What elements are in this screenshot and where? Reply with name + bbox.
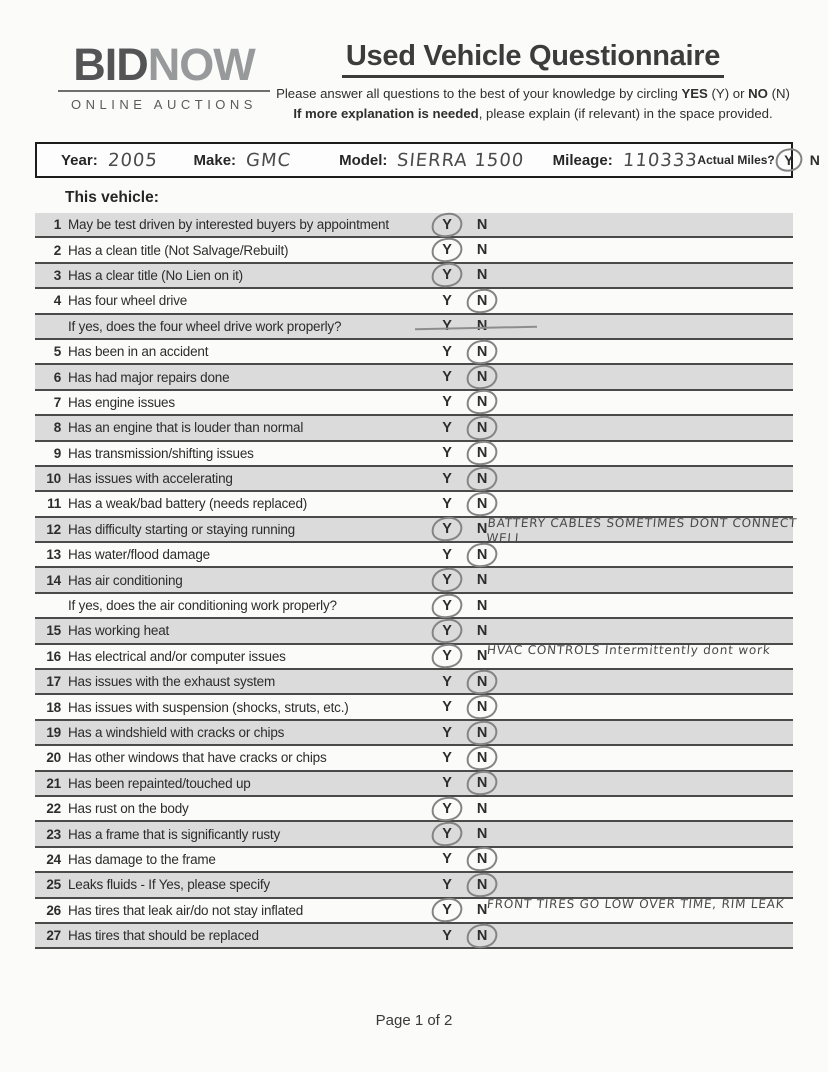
yes-option: Y — [442, 927, 452, 944]
model-value-handwritten: SIERRA 1500 — [396, 149, 526, 171]
question-number: 8 — [53, 420, 61, 436]
question-row — [35, 822, 793, 847]
yes-option: Y — [442, 470, 452, 487]
bidnow-logo — [58, 39, 270, 112]
actual-miles-field — [697, 152, 826, 168]
yes-option: Y — [442, 546, 452, 563]
no-option-circled: N — [464, 674, 500, 690]
question-text: Has issues with the exhaust system — [68, 674, 276, 690]
logo-tagline: ONLINE AUCTIONS — [71, 97, 257, 112]
yes-option-circled: Y — [429, 217, 465, 233]
question-row — [35, 467, 793, 492]
yn-options — [429, 442, 509, 465]
question-number: 4 — [53, 293, 61, 309]
yn-options — [429, 772, 509, 795]
year-value-handwritten: 2005 — [106, 149, 159, 171]
no-option-circled: N — [464, 369, 500, 385]
yes-option: Y — [442, 369, 452, 386]
question-number: 20 — [46, 750, 61, 766]
instr-text: (Y) or — [707, 86, 749, 101]
make-value-handwritten: GMC — [245, 149, 293, 171]
question-row — [35, 515, 798, 545]
question-text: Has an engine that is louder than normal — [68, 420, 304, 436]
yn-options — [429, 365, 509, 388]
question-text: Has tires that leak air/do not stay inflated — [68, 902, 304, 918]
yn-options — [429, 619, 509, 642]
question-number: 16 — [46, 648, 61, 664]
question-row — [35, 416, 793, 441]
question-text: Has difficulty starting or staying running — [68, 521, 295, 537]
yn-options — [429, 391, 509, 414]
no-option-circled: N — [464, 496, 500, 512]
question-number: 24 — [46, 851, 61, 867]
question-number: 12 — [46, 521, 61, 537]
yn-options — [429, 264, 509, 287]
question-number: 18 — [46, 699, 61, 715]
no-option-circled: N — [464, 750, 500, 766]
yes-option-circled: Y — [429, 648, 465, 664]
question-text: Has water/flood damage — [68, 547, 210, 563]
yes-option: Y — [442, 419, 452, 436]
question-row — [35, 340, 793, 365]
yes-option: Y — [442, 495, 452, 512]
yes-option: Y — [442, 724, 452, 741]
question-text: Has transmission/shifting issues — [68, 445, 254, 461]
make-field — [194, 150, 292, 171]
question-row — [35, 873, 793, 898]
yes-option-circled: Y — [429, 902, 465, 918]
question-number: 6 — [53, 369, 61, 385]
yn-options — [429, 492, 509, 515]
no-option: N — [476, 826, 488, 843]
question-number: 17 — [46, 674, 61, 690]
question-number: 15 — [46, 623, 61, 639]
question-number: 7 — [53, 394, 61, 410]
no-option-circled: N — [464, 394, 500, 410]
mileage-label: Mileage: — [552, 151, 613, 169]
question-number: 2 — [53, 242, 61, 258]
question-text: Has been in an accident — [68, 344, 209, 360]
no-option-circled: N — [464, 420, 500, 436]
yes-option: Y — [442, 876, 452, 893]
sub-question-row — [35, 594, 793, 619]
yn-options — [429, 416, 509, 439]
page-title: Used Vehicle Questionnaire — [342, 40, 724, 78]
question-row — [35, 797, 793, 822]
instructions-line-1 — [268, 84, 798, 104]
question-row — [35, 721, 793, 746]
no-option: N — [476, 521, 488, 538]
no-option: N — [476, 318, 488, 335]
yn-options — [429, 340, 509, 363]
question-text: Has four wheel drive — [68, 293, 188, 309]
yes-option: Y — [442, 699, 452, 716]
model-field — [339, 150, 525, 171]
question-text: Has a frame that is significantly rusty — [68, 826, 281, 842]
question-text: Has air conditioning — [68, 572, 183, 588]
header — [268, 40, 798, 124]
question-number: 19 — [46, 725, 61, 740]
instr-no: NO — [748, 86, 768, 101]
yn-options — [429, 746, 509, 769]
yn-options — [429, 695, 509, 718]
no-option: N — [476, 216, 488, 233]
yes-option-circled: Y — [429, 521, 465, 537]
question-number: 26 — [46, 902, 61, 918]
yn-options — [429, 822, 509, 845]
question-number: 1 — [53, 217, 61, 233]
vehicle-info-box — [35, 142, 820, 178]
question-row — [35, 213, 793, 238]
actual-miles-yes-option: Y — [777, 152, 801, 168]
question-number: 11 — [47, 496, 61, 512]
yn-options — [429, 848, 509, 871]
yes-option-circled: Y — [429, 242, 465, 258]
yes-option: Y — [442, 775, 452, 792]
question-row — [35, 924, 793, 949]
yes-option-circled: Y — [429, 572, 465, 588]
no-option-circled: N — [464, 344, 500, 360]
handwritten-note: FRONT TIRES GO LOW OVER TIME, RIM LEAK — [486, 896, 786, 911]
yn-options — [429, 924, 509, 947]
no-option-circled: N — [464, 699, 500, 715]
question-text: Has been repainted/touched up — [68, 775, 251, 791]
no-option: N — [476, 622, 488, 639]
question-text: Has rust on the body — [68, 801, 189, 817]
logo-wordmark — [58, 39, 270, 90]
handwritten-note: BATTERY CABLES SOMETIMES DONT CONNECT WELL — [485, 515, 798, 545]
actual-miles-label: Actual Miles? — [697, 153, 775, 167]
question-text: Has issues with accelerating — [68, 471, 233, 487]
sub-question-row — [35, 315, 793, 340]
question-text: Has working heat — [68, 623, 170, 639]
question-text: Has had major repairs done — [68, 369, 230, 385]
no-option-circled: N — [464, 877, 500, 893]
yn-options-struck-out — [429, 315, 509, 338]
question-number: 22 — [46, 801, 61, 817]
yes-option-circled: Y — [429, 801, 465, 817]
question-row — [35, 746, 793, 771]
no-option-circled: N — [464, 851, 500, 867]
no-option-circled: N — [464, 725, 500, 741]
question-text: Has damage to the frame — [68, 851, 216, 867]
no-option: N — [476, 572, 488, 589]
question-row — [35, 670, 793, 695]
question-row — [35, 289, 793, 314]
no-option: N — [476, 267, 488, 284]
no-option: N — [476, 648, 488, 665]
instr-text: Please answer all questions to the best of your knowledge by circling — [276, 86, 682, 101]
yn-options — [429, 238, 509, 261]
yes-option: Y — [442, 445, 452, 462]
question-number: 27 — [46, 928, 61, 944]
yes-option: Y — [442, 292, 452, 309]
yn-options — [429, 594, 509, 617]
yn-options — [429, 568, 509, 591]
question-number: 13 — [46, 547, 61, 563]
yes-option: Y — [442, 394, 452, 411]
question-text: Has a clean title (Not Salvage/Rebuilt) — [68, 242, 289, 258]
question-text: If yes, does the air conditioning work properly? — [68, 598, 337, 614]
no-option: N — [476, 242, 488, 259]
yn-options — [429, 543, 509, 566]
logo-bid: BID — [73, 39, 148, 90]
question-text: Has issues with suspension (shocks, struts, etc.) — [68, 699, 349, 715]
logo-divider — [58, 90, 270, 92]
question-text: May be test driven by interested buyers by appointment — [68, 217, 389, 233]
handwritten-note: HVAC CONTROLS Intermittently dont work — [486, 642, 772, 657]
logo-now: NOW — [147, 39, 255, 90]
question-text: Has a windshield with cracks or chips — [68, 725, 285, 740]
instr-text: (N) — [767, 86, 790, 101]
no-option-circled: N — [464, 928, 500, 944]
instr-text: , please explain (if relevant) in the space provided. — [478, 105, 773, 121]
question-row — [35, 391, 793, 416]
question-text: Has engine issues — [68, 394, 175, 410]
yes-option: Y — [442, 851, 452, 868]
question-row — [35, 642, 793, 670]
yn-options — [429, 873, 509, 896]
yes-option-circled: Y — [429, 623, 465, 639]
question-number: 25 — [46, 877, 61, 893]
question-number: 21 — [46, 775, 61, 791]
year-label: Year: — [61, 151, 98, 169]
question-number: 5 — [53, 344, 61, 360]
question-row — [35, 238, 793, 263]
instr-bold: If more explanation is needed — [293, 105, 479, 121]
question-text: Has a weak/bad battery (needs replaced) — [68, 496, 308, 512]
no-option: N — [476, 902, 488, 919]
no-option-circled: N — [464, 547, 500, 563]
yes-option: Y — [442, 318, 452, 335]
question-list — [35, 213, 798, 949]
question-row — [35, 492, 793, 517]
question-row — [35, 568, 793, 593]
no-option-circled: N — [464, 445, 500, 461]
yes-option: Y — [442, 343, 452, 360]
yn-options — [429, 467, 509, 490]
yn-options — [429, 721, 509, 744]
year-field — [61, 150, 158, 171]
no-option-circled: N — [464, 471, 500, 487]
mileage-value-handwritten: 110333 — [621, 149, 699, 171]
yes-option: Y — [442, 749, 452, 766]
question-row — [35, 442, 793, 467]
instructions-line-2 — [268, 104, 798, 124]
yn-options — [429, 797, 509, 820]
question-row — [35, 543, 793, 568]
question-number: 14 — [46, 572, 61, 588]
no-option: N — [476, 800, 488, 817]
no-option-circled: N — [464, 775, 500, 791]
question-text: Has a clear title (No Lien on it) — [68, 267, 243, 283]
question-number: 3 — [53, 267, 61, 283]
actual-miles-no-option: N — [809, 152, 820, 168]
question-text: Has other windows that have cracks or chips — [68, 750, 327, 766]
no-option: N — [476, 597, 488, 614]
make-label: Make: — [193, 151, 237, 169]
page-number: Page 1 of 2 — [375, 1012, 453, 1029]
question-text: Has tires that should be replaced — [68, 928, 259, 944]
yn-options — [429, 289, 509, 312]
instr-yes: YES — [681, 86, 708, 101]
yes-option: Y — [442, 673, 452, 690]
table-heading: This vehicle: — [65, 189, 159, 206]
question-number: 23 — [46, 826, 61, 842]
yes-option-circled: Y — [429, 598, 465, 614]
no-option-circled: N — [464, 293, 500, 309]
question-text: Has electrical and/or computer issues — [68, 648, 286, 664]
question-row — [35, 619, 793, 644]
question-row — [35, 896, 793, 924]
question-row — [35, 695, 793, 720]
mileage-field — [553, 150, 698, 171]
yes-option-circled: Y — [429, 267, 465, 283]
yes-option-circled: Y — [429, 826, 465, 842]
question-text: If yes, does the four wheel drive work properly? — [68, 318, 342, 334]
question-text: Leaks fluids - If Yes, please specify — [68, 877, 270, 893]
question-number: 9 — [53, 445, 61, 461]
question-row — [35, 264, 793, 289]
yn-options — [429, 213, 509, 236]
question-row — [35, 848, 793, 873]
question-row — [35, 772, 793, 797]
question-row — [35, 365, 793, 390]
question-number: 10 — [46, 471, 61, 487]
yn-options — [429, 670, 509, 693]
model-label: Model: — [339, 151, 388, 169]
